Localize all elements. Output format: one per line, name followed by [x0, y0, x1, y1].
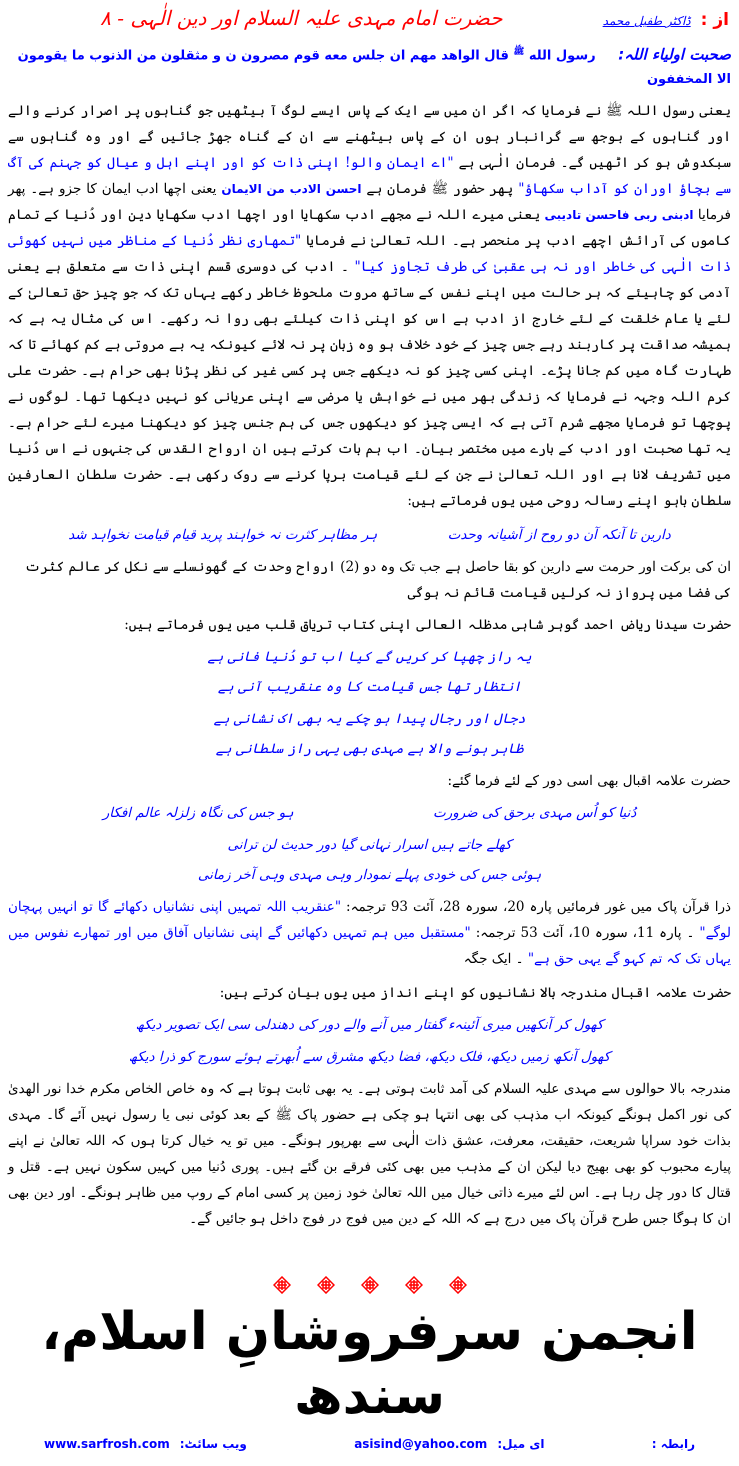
author-link[interactable]: ڈاکٹر طفیل محمد	[602, 14, 691, 28]
p3-part-2: ۔ پارہ 11، سورہ 10، آئت 53 ترجمہ:	[475, 925, 695, 942]
red-ornament-icon	[273, 1276, 291, 1294]
verse-2-1-left: انتظار تھا جس قیامت کا وہ عنقریب آنی ہے	[217, 679, 522, 696]
email-label: ای میل:	[497, 1437, 545, 1452]
verse-4-1: کھول کر آنکھیں میری آئینہء گفتار میں آنے والے دور کی دھندلی سی ایک تصویر دیکھ	[135, 1017, 604, 1034]
verse-2-2-right: دجال اور رجال پیدا ہو چکے یہ بھی اک نشانی ہے	[213, 711, 526, 728]
verse-3-2-left: ہوئی جس کی خودی پہلے نمودار وہی مہدی وہی آخر زمانی	[197, 867, 542, 884]
hadith-arabic-1: احسن الادب من الایمان	[221, 182, 362, 197]
p3-part-1: ذرا قرآن پاک میں غور فرمائیں پارہ 20، سورہ 28، آئت 93 ترجمہ:	[346, 899, 731, 916]
verse-3-line-2	[48, 832, 691, 888]
paragraph-3	[8, 894, 731, 972]
article-header	[10, 6, 729, 30]
verse-3-1-left: ہو جس کی نگاہ زلزلہ عالم افکار	[102, 805, 294, 822]
quran-quote-4: "مستقبل میں ہم تمہیں دکھائیں گے اپنی نشانیاں آفاق میں اور تمھارے نفوس میں یہاں تک کہ تم کہو گے یہی حق ہے"	[8, 925, 731, 968]
verse-4-line-2	[48, 1044, 691, 1070]
p3-part-3: ۔ ایک جگہ	[463, 951, 524, 968]
verse-4-2: کھول آنکھ زمیں دیکھ، فلک دیکھ، فضا دیکھ مشرق سے اُبھرتے ہوئے سورج کو ذرا دیکھ	[128, 1049, 611, 1066]
quran-quote-1b: جہنم کی آگ سے بچاؤ اوران کو آداب سکھاؤ"	[8, 155, 732, 198]
quran-quote-2: "تمھاری نظر دُنیا کے مناظر میں نہیں کھوئی ذات الٰہی کی خاطر اور نہ ہی عقبیٰ کی طرف تجاوز کیا"	[8, 233, 731, 276]
p1-seg-4: پھر حضور ﷺ فرمان ہے	[366, 181, 514, 198]
verse-3-2-right: کھلے جاتے ہیں اسرار نہانی گیا دور حدیث لن ترانی	[227, 837, 512, 854]
quran-quote-1: "اے ایمان والو! اپنی ذات کو اور اپنے اہل و عیال کو	[86, 155, 454, 172]
article-title: حضرت امام مہدی علیہ السلام اور دین الٰہی - ۸	[100, 6, 503, 30]
paragraph-1	[8, 98, 731, 514]
verse-3-line-1	[48, 800, 691, 826]
hadith-arabic-2a: ادبنی	[661, 208, 694, 223]
red-ornament-icon	[405, 1276, 423, 1294]
contact-bar	[44, 1434, 695, 1454]
p1-seg-0: یعنی رسول اللہ ﷺ نے فرمایا کہ اگر ان میں سے ایک کے پاس ایسے لوگ آ بیٹھیں جو گناہوں پر اصرار کرنے والے اور گناہوں کے بوجھ سے گرانبار ہوں ان	[8, 103, 732, 146]
verse-1-right: دارین تا آنکہ آن دو روح از آشیانہ وحدت	[447, 527, 671, 544]
section-label: صحبت اولیاء اللہ:	[618, 45, 731, 64]
verse-2-2-left: ظاہر ہونے والا ہے مہدی بھی یہی راز سلطانی ہے	[215, 741, 524, 758]
intro-2: حضرت سیدنا ریاض احمد گوہر شاہی مدظلہ العالی اپنی کتاب تریاق قلب میں یوں فرماتے ہیں:	[124, 617, 731, 634]
email-link[interactable]: asisind@yahoo.com	[354, 1437, 488, 1452]
quran-quote-3: "عنقریب اللہ تمہیں اپنی نشانیاں دکھائے گا تو انہیں پہچان لوگے"	[8, 899, 731, 942]
verse-2-line-2	[48, 706, 691, 762]
paragraph-4: مندرجہ بالا حوالوں سے مہدی علیہ السلام کی آمد ثابت ہوتی ہے۔ یہ بھی ثابت ہوتا ہے کہ وہ خاص الخاص مکرم خدا نور الھدیٰ کی نور اکمل ہونگے کیونکہ اب مذہب کی بھی انتہا ہو چکی ہے حضور پاک ﷺ کے بعد کوئی نبی یا رسول نہیں آئے گا۔ مہدی بذات خود سراپا شریعت، حقیقت، معرفت، عشق ذات الٰہی سے بھرپور ہونگے۔ میں تو یہ خیال کرتا ہوں کہ اللہ تعالیٰ نے اپنے پیارے محبوب کو بھی بھیج دیا لیکن ان کے مذہب میں بھی کئی فرقے بن گئے ہیں۔ پوری دُنیا میں کہیں سکون نہیں ہے۔ قتل و قتال کا دور چل رہا ہے۔ اس لئے میرے ذاتی خیال میں اللہ تعالیٰ خود زمین پر کسی امام کے روپ میں ظاہر ہونگے۔ اور دین بھی ان کا ہوگا جس طرح قرآن پاک میں درج ہے کہ اللہ کے دین میں فوج در فوج داخل ہو جائیں گے۔	[8, 1081, 731, 1228]
red-ornament-icon	[449, 1276, 467, 1294]
p1-seg-11: ۔ ادب کی دوسری قسم اپنی ذات سے متعلق ہے یعنی آدمی کو چاہیئے کہ ہر حالت میں اپنے نفس کے ساتھ مروت ملحوظ خاطر رکھے یہاں تک کہ جو چیز حق تعالیٰ کے لئے یا عام خلقت کے لئے خارج از ادب ہے اس کو اپنی ذات کیلئے بھی روا نہ رکھے۔ اس کی مثال یہ ہے کہ ہمیشہ صداقت پر کاربند رہے جس چیز کے خود خلاف ہو وہ زبان پر نہ لائے کیونکہ یہ بے مروتی ہے کم کھائے تا کہ طہارت گاہ میں کم جانا پڑے۔ اپنی کسی چیز کو نہ دیکھے جس پر کسی غیر کی نظر پڑنا بھی حرام ہے۔ حضرت علی کرم اللہ وجہہ نے فرمایا کہ زندگی بھر میں نے خواہش یا مرضی سے اپنی عریانی کو نہیں دیکھا تھا۔ لوگوں نے پوچھا تو فرمایا مجھے شرم آتی ہے کہ ایسی چیز کو دیکھوں جس کی ہم جنس چیز کو دیکھنا میرے لئے حرام ہے۔ یہ تھا صحبت اور ادب کے بارے میں مختصر بیان۔ اب ہم بات کرتے ہیں ان ارواح القدس کی جنہوں نے اس دُنیا میں تشریف لانا ہے اور اللہ تعالیٰ نے جن کے لئے قیامت برپا کرنے سے روک رکھی ہے۔ حضرت سلطان العارفین سلطان باہو اپنے رسالہ روحی میں یوں فرماتے ہیں:	[8, 259, 731, 510]
organization-name: انجمن سرفروشانِ اسلام، سندھ	[41, 1302, 698, 1427]
p1-seg-9: یعنی میرے اللہ نے مجھے ادب سکھایا اور اچھا ادب سکھایا دین اور دُنیا کے تمام کاموں کی آرائش اچھے ادب پر منحصر ہے۔ اللہ تعالیٰ نے فرمایا	[8, 207, 732, 250]
red-ornament-icon	[317, 1276, 335, 1294]
hadith-line	[8, 40, 731, 92]
verse-1	[48, 522, 691, 548]
verse-4-line-1	[48, 1012, 691, 1038]
email-group	[354, 1434, 544, 1454]
p1-seg-6: یعنی اچھا ادب ایمان کا جزو ہے۔ پھر فرمایا	[8, 181, 732, 224]
contact-group	[652, 1434, 695, 1454]
website-group	[44, 1434, 247, 1454]
verse-2-1-right: یہ راز چھپا کر کریں گے کیا اب تو دُنیا فانی ہے	[207, 649, 532, 666]
verse-2-line-1	[48, 644, 691, 700]
website-label: ویب سائٹ:	[179, 1437, 247, 1452]
p1-seg-1: کے پاس بیٹھنے سے ان کے گناہ جھڑ جائیں گے اور وہ گناہوں سے سبکدوش ہو کر اٹھیں گے۔ فرمان الٰہی ہے	[8, 129, 731, 172]
contact-label: رابطہ :	[651, 1437, 695, 1452]
website-link[interactable]: www.sarfrosh.com	[44, 1437, 170, 1452]
ornament-row	[8, 1276, 731, 1294]
intro-4: حضرت علامہ اقبال مندرجہ بالا نشانیوں کو اپنے انداز میں یوں بیان کرتے ہیں:	[219, 985, 731, 1002]
pbuh-icon: ﷺ	[513, 47, 525, 57]
intro-3: حضرت علامہ اقبال بھی اسی دور کے لئے فرما گئے:	[447, 773, 731, 790]
hadith-prefix: رسول الله	[528, 48, 596, 64]
verse-1-left: ہر مظاہر کثرت نہ خواہند پرید قیام قیامت نخواہد شد	[68, 527, 378, 544]
paragraph-2: ان کی برکت اور حرمت سے دارین کو بقا حاصل ہے جب تک وہ دو (2) ارواح وحدت کے گھونسلے سے نکل کر عالم کثرت کی فضا میں پرواز نہ کرلیں قیامت قائم نہ ہوگی	[24, 559, 731, 602]
verse-3-1-right: دُنیا کو اُس مہدی برحق کی ضرورت	[432, 805, 637, 822]
hadith-arabic-2b: ربی فاحسن تادیبی	[544, 208, 658, 223]
by-label: از :	[700, 10, 729, 30]
red-ornament-icon	[361, 1276, 379, 1294]
hadith-text: قال الواهد مهم ان جلس معه قوم مصرون ن و مثقلون من الذنوب ما يقومون الا المخففون	[17, 48, 731, 88]
